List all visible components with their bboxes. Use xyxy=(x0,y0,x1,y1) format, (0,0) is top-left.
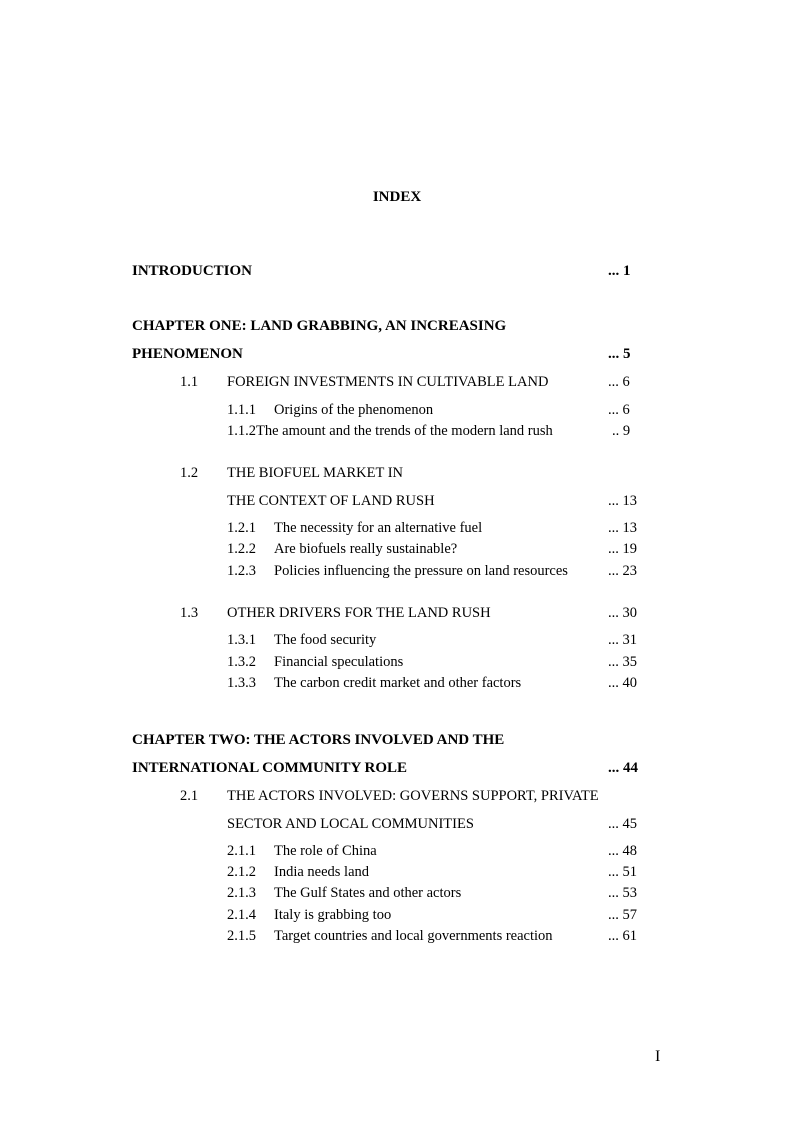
section-title-line2: THE CONTEXT OF LAND RUSH xyxy=(227,493,435,509)
subsection-page: ... 61 xyxy=(608,928,637,944)
subsection-number: 1.3.2 xyxy=(227,654,256,670)
introduction-page: ... 1 xyxy=(608,263,631,279)
subsection-number: 1.2.3 xyxy=(227,563,256,579)
subsection-title: India needs land xyxy=(274,864,370,880)
chapter-two-page: ... 44 xyxy=(608,760,638,776)
index-title: INDEX xyxy=(372,189,422,205)
subsection-page: ... 48 xyxy=(608,843,637,859)
section-title: THE BIOFUEL MARKET IN xyxy=(227,465,404,481)
subsection-page: .. 9 xyxy=(612,423,631,439)
section-title: FOREIGN INVESTMENTS IN CULTIVABLE LAND xyxy=(227,374,549,390)
subsection-page: ... 53 xyxy=(608,885,637,901)
chapter-one-heading-line1: CHAPTER ONE: LAND GRABBING, AN INCREASING xyxy=(132,318,507,334)
chapter-two-heading-line1: CHAPTER TWO: THE ACTORS INVOLVED AND THE xyxy=(132,732,505,748)
subsection-title: Policies influencing the pressure on land resources xyxy=(274,563,568,579)
subsection-title: The role of China xyxy=(274,843,377,859)
subsection-title: The food security xyxy=(274,632,377,648)
section-page: ... 13 xyxy=(608,493,637,509)
section-title: OTHER DRIVERS FOR THE LAND RUSH xyxy=(227,605,491,621)
chapter-one-heading-line2: PHENOMENON xyxy=(132,346,243,362)
section-title-line2: SECTOR AND LOCAL COMMUNITIES xyxy=(227,816,474,832)
chapter-one-page: ... 5 xyxy=(608,346,631,362)
section-number: 2.1 xyxy=(180,788,199,804)
subsection-title: Financial speculations xyxy=(274,654,404,670)
introduction-label: INTRODUCTION xyxy=(132,263,253,279)
section-page: ... 45 xyxy=(608,816,637,832)
subsection-title: Are biofuels really sustainable? xyxy=(274,541,458,557)
subsection-page: ... 35 xyxy=(608,654,637,670)
chapter-two-heading-line2: INTERNATIONAL COMMUNITY ROLE xyxy=(132,760,408,776)
subsection-page: ... 23 xyxy=(608,563,637,579)
subsection-number: 1.2.2 xyxy=(227,541,256,557)
subsection-number: 2.1.4 xyxy=(227,907,256,923)
subsection-number: 2.1.3 xyxy=(227,885,256,901)
subsection-page: ... 6 xyxy=(608,402,630,418)
section-title: THE ACTORS INVOLVED: GOVERNS SUPPORT, PRIVATE xyxy=(227,788,599,804)
subsection-number: 2.1.1 xyxy=(227,843,256,859)
subsection-number: 1.3.1 xyxy=(227,632,256,648)
subsection-title: Target countries and local governments reaction xyxy=(274,928,553,944)
subsection-page: ... 57 xyxy=(608,907,637,923)
subsection-number: 1.1.1 xyxy=(227,402,256,418)
subsection-title: 1.1.2The amount and the trends of the modern land rush xyxy=(227,423,553,439)
subsection-title: Origins of the phenomenon xyxy=(274,402,434,418)
subsection-page: ... 40 xyxy=(608,675,637,691)
subsection-title: The necessity for an alternative fuel xyxy=(274,520,483,536)
section-page: ... 6 xyxy=(608,374,630,390)
section-page: ... 30 xyxy=(608,605,637,621)
subsection-page: ... 51 xyxy=(608,864,637,880)
section-number: 1.3 xyxy=(180,605,199,621)
subsection-title: Italy is grabbing too xyxy=(274,907,392,923)
subsection-number: 1.2.1 xyxy=(227,520,256,536)
section-number: 1.1 xyxy=(180,374,199,390)
subsection-page: ... 19 xyxy=(608,541,637,557)
subsection-page: ... 31 xyxy=(608,632,637,648)
subsection-page: ... 13 xyxy=(608,520,637,536)
subsection-title: The carbon credit market and other factors xyxy=(274,675,522,691)
subsection-number: 1.3.3 xyxy=(227,675,256,691)
page-folio: I xyxy=(655,1048,661,1065)
subsection-title: The Gulf States and other actors xyxy=(274,885,462,901)
section-number: 1.2 xyxy=(180,465,199,481)
subsection-number: 2.1.5 xyxy=(227,928,256,944)
subsection-number: 2.1.2 xyxy=(227,864,256,880)
